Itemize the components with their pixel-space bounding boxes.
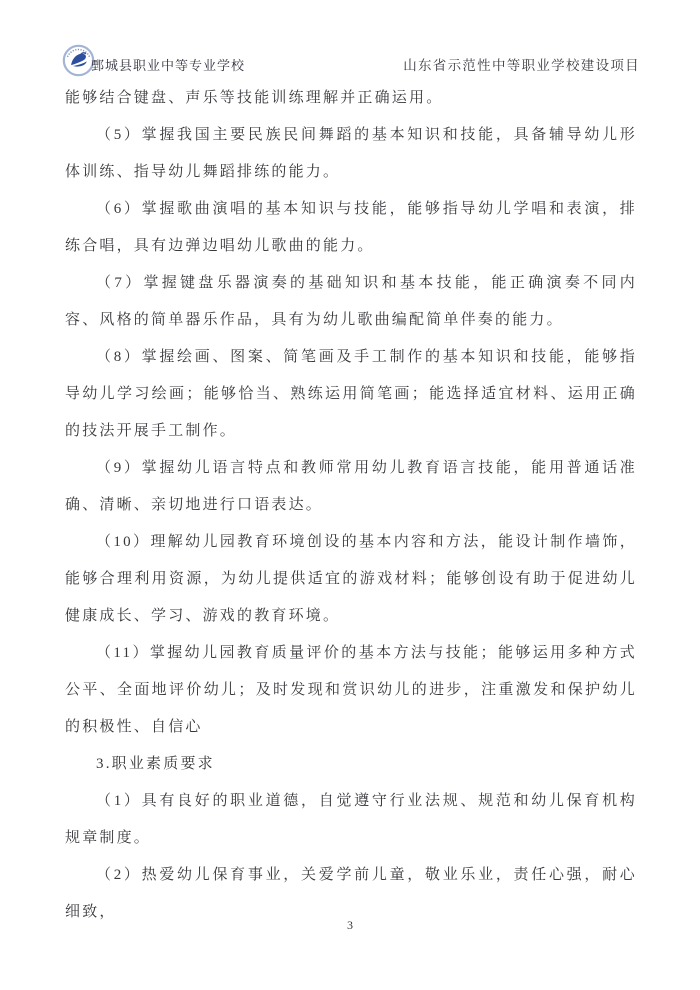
page-header bbox=[62, 44, 640, 76]
page-number: 3 bbox=[347, 918, 353, 932]
body-paragraph-item-8: （8）掌握绘画、图案、简笔画及手工制作的基本知识和技能，能够指导幼儿学习绘画；能够恰当、熟练运用简笔画；能选择适宜材料、运用正确的技法开展手工制作。 bbox=[65, 349, 637, 439]
body-paragraph-item-6: （6）掌握歌曲演唱的基本知识与技能，能够指导幼儿学唱和表演，排练合唱，具有边弹边唱幼儿歌曲的能力。 bbox=[65, 201, 637, 254]
body-paragraph-item-7: （7）掌握键盘乐器演奏的基础知识和基本技能，能正确演奏不同内容、风格的简单器乐作品，具有为幼儿歌曲编配简单伴奏的能力。 bbox=[65, 275, 637, 328]
document-body bbox=[65, 80, 637, 931]
body-paragraph-item-2: （2）热爱幼儿保育事业，关爱学前儿童，敬业乐业，责任心强，耐心细致， bbox=[65, 867, 637, 920]
header-left-group bbox=[62, 44, 245, 76]
body-paragraph-item-11: （11）掌握幼儿园教育质量评价的基本方法与技能；能够运用多种方式公平、全面地评价幼儿；及时发现和赏识幼儿的进步，注重激发和保护幼儿的积极性、自信心 bbox=[65, 645, 637, 735]
page-footer bbox=[0, 916, 700, 934]
section-heading-occupational-quality: 3.职业素质要求 bbox=[96, 756, 215, 772]
body-paragraph-item-9: （9）掌握幼儿语言特点和教师常用幼儿教育语言技能，能用普通话准确、清晰、亲切地进行口语表达。 bbox=[65, 460, 637, 513]
body-paragraph-item-10: （10）理解幼儿园教育环境创设的基本内容和方法，能设计制作墙饰，能够合理利用资源，为幼儿提供适宜的游戏材料；能够创设有助于促进幼儿健康成长、学习、游戏的教育环境。 bbox=[65, 534, 637, 624]
header-school-name: 鄄城县职业中等专业学校 bbox=[91, 58, 246, 73]
body-paragraph-continuation: 能够结合键盘、声乐等技能训练理解并正确运用。 bbox=[65, 90, 444, 106]
body-paragraph-item-5: （5）掌握我国主要民族民间舞蹈的基本知识和技能，具备辅导幼儿形体训练、指导幼儿舞蹈排练的能力。 bbox=[65, 127, 637, 180]
header-project-name: 山东省示范性中等职业学校建设项目 bbox=[403, 58, 640, 73]
body-paragraph-item-1: （1）具有良好的职业道德，自觉遵守行业法规、规范和幼儿保育机构规章制度。 bbox=[65, 793, 637, 846]
